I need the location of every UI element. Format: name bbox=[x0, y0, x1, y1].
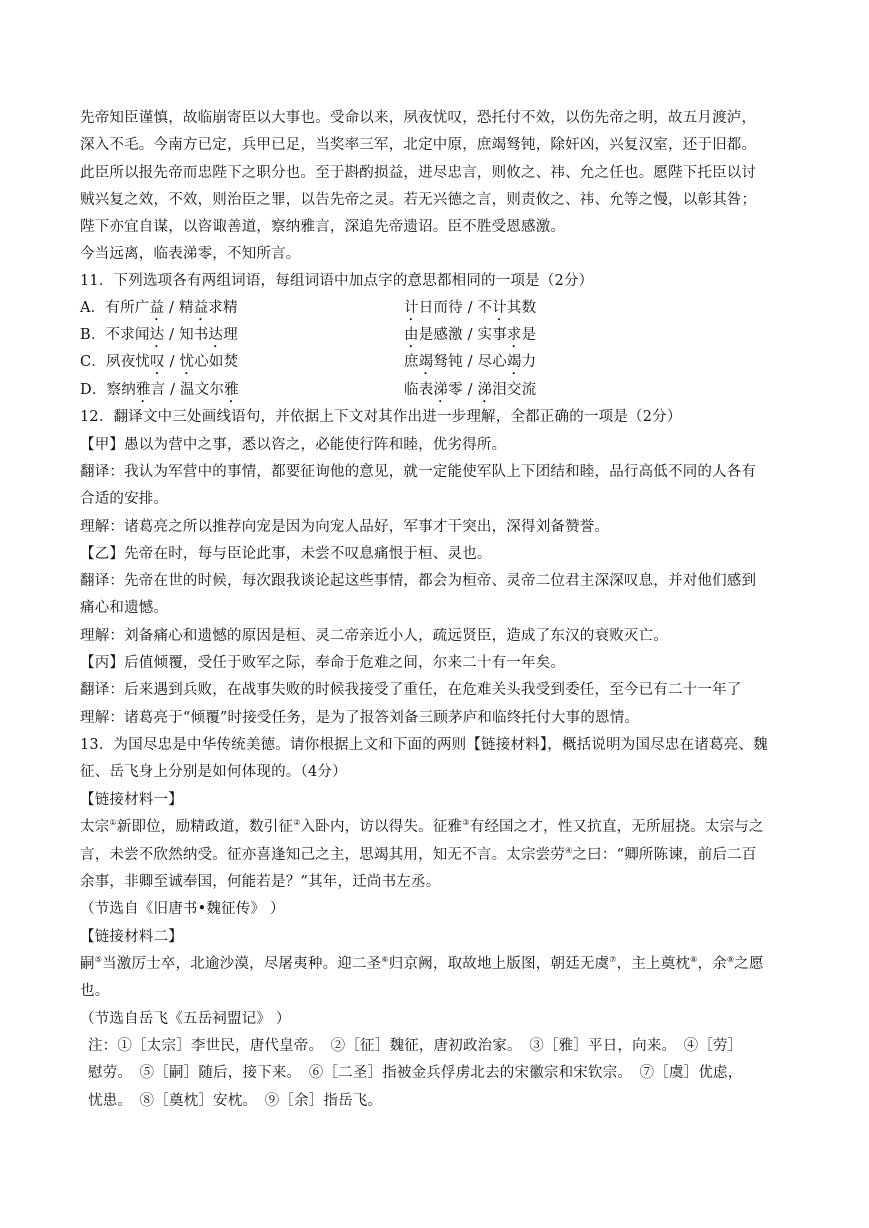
material-1-line bbox=[80, 817, 795, 837]
dotted-char: 计 bbox=[404, 300, 419, 316]
material-2-line bbox=[80, 954, 795, 974]
note-ref: ① bbox=[109, 818, 117, 828]
q12-jia-translation-cont: 合适的安排。 bbox=[80, 491, 169, 507]
notes-line: 忧患。 ⑧［奠枕］安枕。 ⑨［余］指岳飞。 bbox=[88, 1093, 383, 1109]
option-text: 庶 bbox=[404, 354, 419, 370]
notes-line: 慰劳。 ⑤［嗣］随后，接下来。 ⑥［二圣］指被金兵俘虏北去的宋徽宗和宋钦宗。 ⑦［虞］优虑， bbox=[88, 1065, 743, 1081]
q12-jia-translation: 翻译：我认为军营中的事情，都要征询他的意见，就一定能使军队上下团结和睦，品行高低不同的人各有 bbox=[80, 464, 757, 480]
question-11-stem: 11．下列选项各有两组词语，每组词语中加点字的意思都相同的一项是（2分） bbox=[80, 273, 594, 289]
material-2-title: 【链接材料二】 bbox=[80, 929, 183, 945]
option-text: 零 / bbox=[448, 382, 478, 398]
notes-line: 注：①［太宗］李世民，唐代皇帝。 ②［征］魏征，唐初政治家。 ③［雅］平日，向来。 ④［劳］ bbox=[88, 1038, 743, 1054]
material-2-line: 也。 bbox=[80, 983, 110, 999]
note-ref: ⑧ bbox=[690, 955, 698, 965]
q11-option-a bbox=[80, 298, 795, 324]
option-text: 泪交流 bbox=[492, 382, 537, 398]
option-text: B．不求闻 bbox=[80, 327, 150, 343]
material-text: ，余 bbox=[697, 956, 727, 972]
note-ref: ⑨ bbox=[726, 955, 735, 965]
q12-yi-understanding: 理解：刘备痛心和遗憾的原因是桓、灵二帝亲近小人，疏远贤臣，造成了东汉的衰败灭亡。 bbox=[80, 628, 668, 644]
q12-jia-understanding: 理解：诸葛亮之所以推荐向宠是因为向宠人品好，军事才干突出，深得刘备赞誉。 bbox=[80, 519, 610, 535]
q12-jia-sentence: 【甲】愚以为营中之事，悉以咨之，必能使行阵和睦，优劣得所。 bbox=[80, 437, 507, 453]
dotted-char: 忧 bbox=[179, 354, 195, 370]
dotted-char: 竭 bbox=[418, 354, 434, 370]
dotted-char: 益 bbox=[193, 300, 209, 316]
option-text: 力 bbox=[521, 354, 537, 370]
note-ref: ④ bbox=[565, 846, 573, 856]
dotted-char: 求 bbox=[506, 327, 522, 343]
q12-yi-translation: 翻译：先帝在世的时候，每次跟我谈论起这些事情，都会为桓帝、灵帝二位君主深深叹息，并对他们感到 bbox=[80, 573, 757, 589]
dotted-char: 竭 bbox=[506, 354, 522, 370]
note-ref: ⑦ bbox=[609, 955, 617, 965]
option-text: 其数 bbox=[506, 300, 537, 316]
material-1-line: 余事，非卿至诚奉国，何能若是？”其年，迁尚书左丞。 bbox=[80, 874, 441, 890]
dotted-char: 涕 bbox=[477, 382, 493, 398]
q12-yi-translation-cont: 痛心和遗憾。 bbox=[80, 600, 169, 616]
dotted-char: 雅 bbox=[224, 382, 239, 398]
dotted-char: 益 bbox=[149, 300, 165, 316]
option-second-group bbox=[404, 352, 536, 378]
passage-line: 先帝知臣谨慎，故临崩寄臣以大事也。受命以来，夙夜忧叹，恐托付不效，以伤先帝之明，故五月渡泸， bbox=[80, 110, 757, 126]
dotted-char: 由 bbox=[404, 327, 419, 343]
dotted-char: 达 bbox=[208, 327, 224, 343]
material-1-line bbox=[80, 845, 795, 865]
option-text: 是 bbox=[521, 327, 537, 343]
material-1-source: （节选自《旧唐书•魏征传》 ） bbox=[80, 901, 285, 917]
q12-yi-sentence: 【乙】先帝在时，每与臣论此事，未尝不叹息痛恨于桓、灵也。 bbox=[80, 546, 492, 562]
material-2-source: （节选自岳飞《五岳祠盟记》 ） bbox=[80, 1011, 291, 1027]
option-text: C．夙夜忧 bbox=[80, 354, 151, 370]
option-second-group bbox=[404, 380, 536, 406]
question-12-stem: 12．翻译文中三处画线语句，并依据上下文对其作出进一步理解，全都正确的一项是（2分） bbox=[80, 409, 682, 425]
note-ref: ③ bbox=[462, 818, 470, 828]
q11-option-c bbox=[80, 352, 795, 378]
option-text: 驽钝 / 尽心 bbox=[433, 354, 507, 370]
option-text: / 精 bbox=[164, 300, 194, 316]
note-ref: ⑥ bbox=[381, 955, 389, 965]
option-text: 求精 bbox=[208, 300, 238, 316]
option-second-group bbox=[404, 298, 536, 324]
material-text: 入卧内，访以得失。征雅 bbox=[300, 819, 463, 835]
material-text: 言，未尝不欣然纳受。征亦喜逢知己之主，思竭其用，知无不言。太宗尝劳 bbox=[80, 847, 566, 863]
material-text: 归京阙，取故地上版图，朝廷无虞 bbox=[388, 956, 610, 972]
material-text: 太宗 bbox=[80, 819, 110, 835]
dotted-char: 达 bbox=[149, 327, 165, 343]
dotted-char: 叹 bbox=[150, 354, 165, 370]
q12-bing-translation: 翻译：后来遇到兵败，在战事失败的时候我接受了重任，在危难关头我受到委任，至今已有二十一年了 bbox=[80, 682, 742, 698]
option-text: / bbox=[164, 354, 180, 370]
material-text: 有经国之才，性又抗直，无所屈挠。太宗与之 bbox=[469, 819, 764, 835]
material-text: 之曰：“卿所陈谏，前后二百 bbox=[572, 847, 757, 863]
dotted-char: 计 bbox=[492, 300, 507, 316]
material-text: ，主上奠枕 bbox=[616, 956, 691, 972]
material-text: 新即位，励精政道，数引征 bbox=[116, 819, 294, 835]
note-ref: ② bbox=[293, 818, 301, 828]
option-text: 日而待 / 不 bbox=[418, 300, 493, 316]
passage-line: 此臣所以报先帝而忠陛下之职分也。至于斟酌损益，进尽忠言，则攸之、祎、允之任也。愿陛下托臣以讨 bbox=[80, 165, 757, 181]
option-text: / 知书 bbox=[164, 327, 209, 343]
option-text: A．有所广 bbox=[80, 300, 150, 316]
material-text: 当激厉士卒，北逾沙漠，尽屠夷种。迎二圣 bbox=[102, 956, 382, 972]
option-text: 临表 bbox=[404, 382, 434, 398]
dotted-char: 雅 bbox=[135, 382, 151, 398]
passage-line: 今当远离，临表涕零，不知所言。 bbox=[80, 246, 301, 262]
option-text: 心如焚 bbox=[194, 354, 239, 370]
q11-option-d bbox=[80, 380, 795, 406]
passage-line: 陛下亦宜自谋，以咨诹善道，察纳雅言，深追先帝遗诏。臣不胜受恩感激。 bbox=[80, 219, 566, 235]
option-text: D．察纳 bbox=[80, 382, 136, 398]
material-text: 嗣 bbox=[80, 956, 95, 972]
question-13-stem: 13．为国尽忠是中华传统美德。请你根据上文和下面的两则【链接材料】，概括说明为国尽忠在诸葛亮、魏 bbox=[80, 737, 768, 753]
material-1-title: 【链接材料一】 bbox=[80, 792, 183, 808]
q12-bing-sentence: 【丙】后值倾覆，受任于败军之际，奉命于危难之间，尔来二十有一年矣。 bbox=[80, 655, 566, 671]
option-text: 是感激 / 实事 bbox=[418, 327, 507, 343]
option-second-group bbox=[404, 325, 536, 351]
material-text: 之愿 bbox=[734, 956, 764, 972]
option-text: 理 bbox=[223, 327, 238, 343]
note-ref: ⑤ bbox=[94, 955, 103, 965]
question-13-stem-cont: 征、岳飞身上分别是如何体现的。（4分） bbox=[80, 764, 347, 780]
passage-line: 贼兴复之效，不效，则治臣之罪，以告先帝之灵。若无兴德之言，则责攸之、祎、允等之慢，以彰其咎； bbox=[80, 192, 757, 208]
option-text: 言 / 温文尔 bbox=[150, 382, 225, 398]
q12-bing-understanding: 理解：诸葛亮于“倾覆”时接受任务，是为了报答刘备三顾茅庐和临终托付大事的恩情。 bbox=[80, 710, 640, 726]
dotted-char: 涕 bbox=[433, 382, 449, 398]
passage-line: 深入不毛。今南方已定，兵甲已足，当奖率三军，北定中原，庶竭驽钝，除奸凶，兴复汉室，还于旧都。 bbox=[80, 137, 757, 153]
q11-option-b bbox=[80, 325, 795, 351]
